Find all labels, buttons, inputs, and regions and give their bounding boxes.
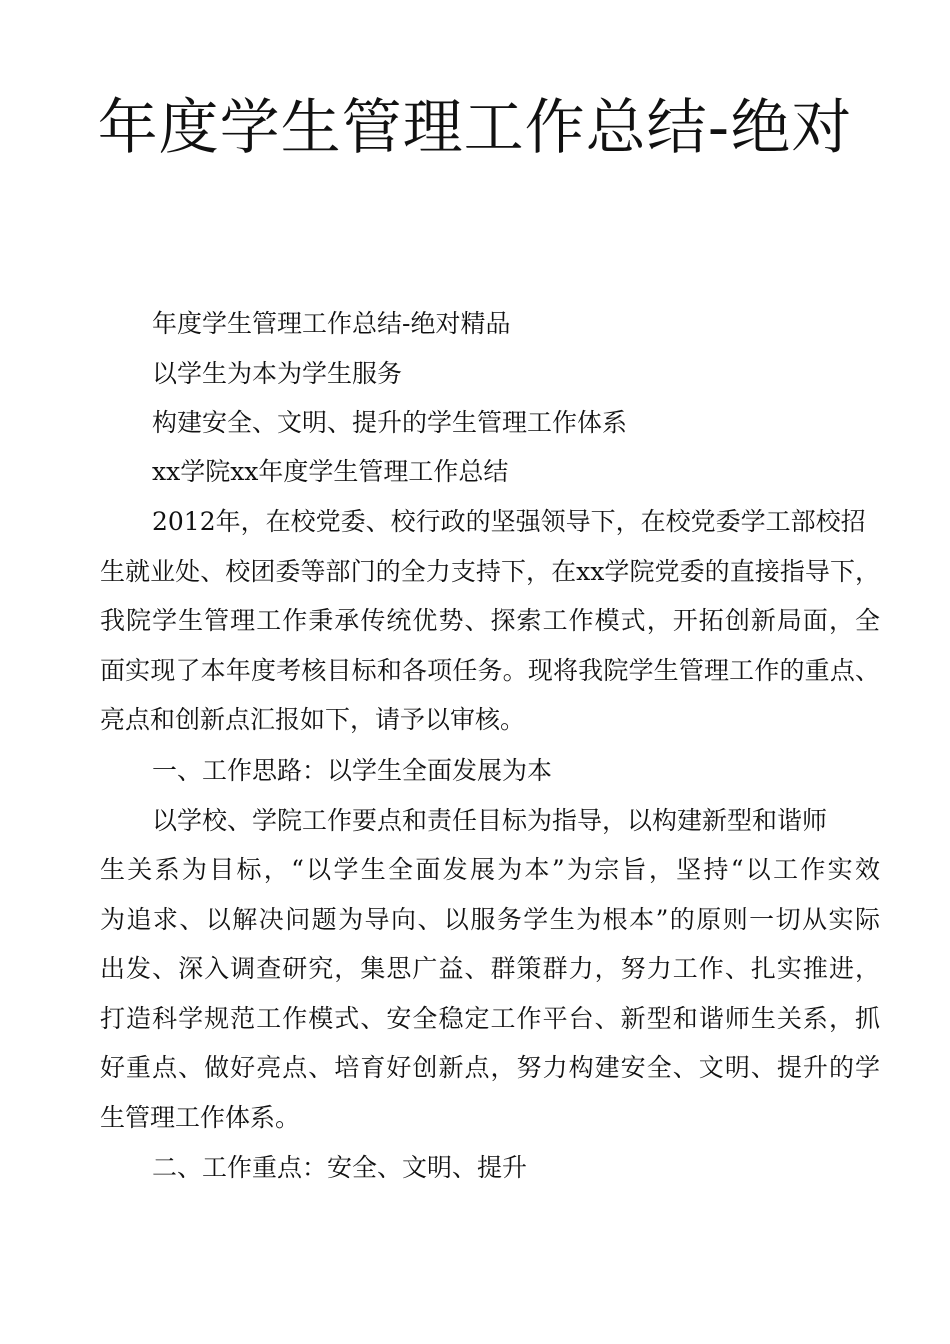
paragraph-line: 生就业处、校团委等部门的全力支持下，在xx学院党委的直接指导下， [100, 557, 880, 586]
subtitle-line: 年度学生管理工作总结-绝对精品 [152, 309, 511, 338]
paragraph-line: 以学校、学院工作要点和责任目标为指导，以构建新型和谐师 [152, 806, 828, 835]
section-heading: 二、工作重点：安全、文明、提升 [152, 1153, 528, 1182]
slogan-line-2: 构建安全、文明、提升的学生管理工作体系 [152, 408, 628, 437]
section-heading: 一、工作思路：以学生全面发展为本 [152, 756, 553, 785]
paragraph-line: 生管理工作体系。 [100, 1103, 301, 1132]
document-title: 年度学生管理工作总结-绝对 [97, 93, 853, 163]
slogan-line: 以学生为本为学生服务 [152, 359, 403, 388]
paragraph-line: 面实现了本年度考核目标和各项任务。现将我院学生管理工作的重点、 [100, 656, 880, 685]
paragraph-line: 生关系为目标，“以学生全面发展为本”为宗旨，坚持“以工作实效 [100, 855, 880, 884]
paragraph-line: 出发、深入调查研究，集思广益、群策群力，努力工作、扎实推进， [100, 954, 880, 983]
paragraph-line: 好重点、做好亮点、培育好创新点，努力构建安全、文明、提升的学 [100, 1053, 880, 1082]
paragraph-line: 打造科学规范工作模式、安全稳定工作平台、新型和谐师生关系，抓 [100, 1004, 880, 1033]
paragraph-line: 我院学生管理工作秉承传统优势、探索工作模式，开拓创新局面，全 [100, 606, 880, 635]
paragraph-line: 亮点和创新点汇报如下，请予以审核。 [100, 705, 526, 734]
paragraph-line: 2012年，在校党委、校行政的坚强领导下，在校党委学工部校招 [152, 507, 866, 536]
paragraph-line: 为追求、以解决问题为导向、以服务学生为根本”的原则一切从实际 [100, 905, 880, 934]
report-heading: xx学院xx年度学生管理工作总结 [152, 457, 509, 486]
